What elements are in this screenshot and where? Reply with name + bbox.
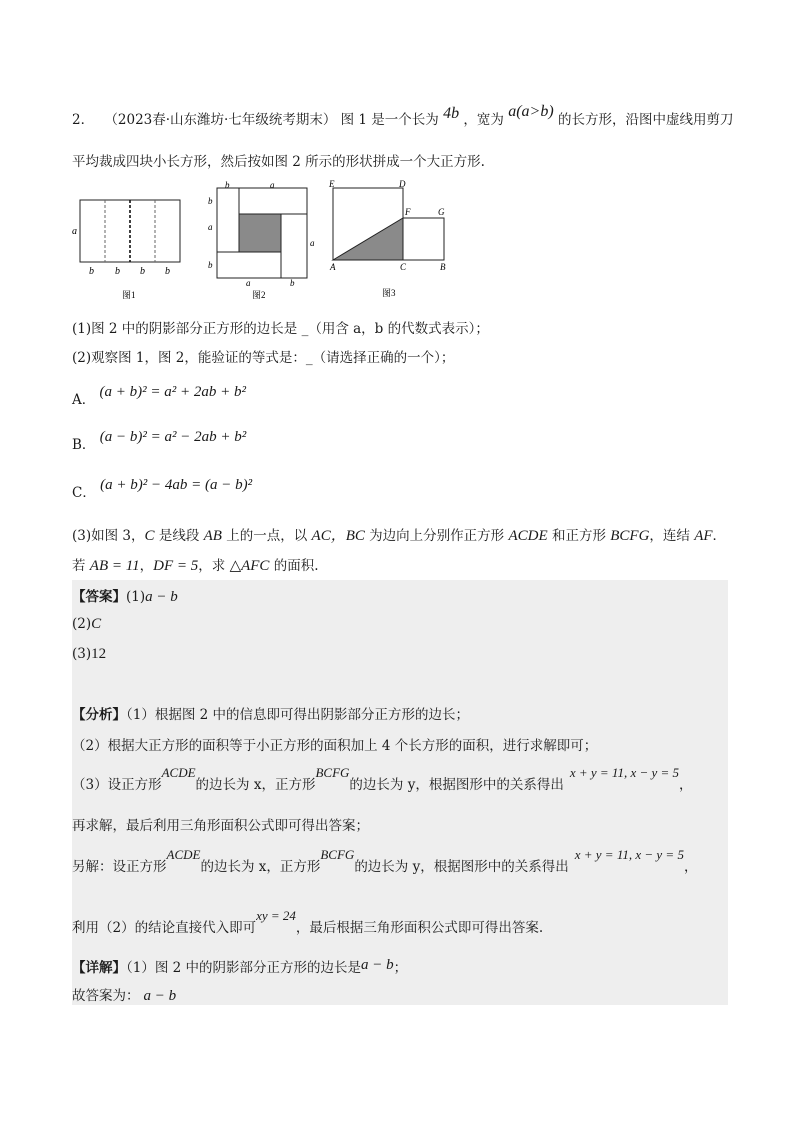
fig3-point-D: D bbox=[399, 179, 406, 189]
detail-text: ； bbox=[393, 960, 408, 976]
analysis-text: 利用（2）的结论直接代入即可 bbox=[72, 920, 257, 936]
fig2-caption: 图2 bbox=[252, 290, 266, 300]
answer-label: (2) bbox=[72, 616, 92, 632]
answer-2: C bbox=[91, 616, 102, 632]
fig2-label: a bbox=[270, 180, 275, 190]
analysis-text: ， bbox=[683, 859, 698, 875]
option-b-label: B． bbox=[72, 437, 96, 453]
answer-label: (1) bbox=[126, 589, 146, 605]
analysis-text: （1）根据图 2 中的信息即可得出阴影部分正方形的边长； bbox=[126, 707, 470, 723]
q3-condition: AB = 11 bbox=[89, 558, 140, 574]
analysis-text: ，最后根据三角形面积公式即可得出答案. bbox=[295, 920, 544, 936]
fig2-shaded-square bbox=[239, 214, 281, 252]
fig2-rect-left bbox=[217, 188, 239, 252]
problem-line-2: 平均裁成四块小长方形，然后按如图 2 所示的形状拼成一个大正方形. bbox=[72, 154, 485, 170]
question-2: (2)观察图 1，图 2，能验证的等式是：_（请选择正确的一个）； bbox=[72, 350, 455, 366]
analysis-text: 的边长为 y，根据图形中的关系得出 bbox=[354, 859, 569, 875]
answer-tag: 【答案】 bbox=[72, 589, 126, 605]
detail-tag: 【详解】 bbox=[72, 960, 126, 976]
answer-3: 12 bbox=[91, 646, 107, 662]
analysis-equation: xy = 24 bbox=[256, 908, 296, 923]
analysis-line-1 bbox=[72, 703, 469, 723]
q3-text: 是线段 bbox=[154, 528, 204, 544]
fig2-label: a bbox=[310, 238, 315, 248]
answer-line-1 bbox=[72, 585, 178, 606]
fig3-square-bcfg bbox=[403, 218, 444, 260]
q3-point: C bbox=[144, 528, 155, 544]
analysis-text: 的边长为 y，根据图形中的关系得出 bbox=[349, 777, 564, 793]
q3-segments: AC，BC bbox=[311, 528, 365, 544]
detail-expr: a − b bbox=[143, 988, 177, 1004]
problem-line-1 bbox=[72, 103, 734, 129]
analysis-line-3 bbox=[72, 765, 693, 793]
fig2-rect-top bbox=[239, 188, 307, 214]
answer-label: (3) bbox=[72, 646, 92, 662]
fig2-rect-right bbox=[281, 214, 307, 278]
q3-text: ，求 bbox=[198, 558, 230, 574]
figure-3 bbox=[325, 178, 455, 302]
q3-text: ． bbox=[712, 528, 727, 544]
analysis-line-2: （2）根据大正方形的面积等于小正方形的面积加上 4 个长方形的面积，进行求解即可； bbox=[72, 738, 598, 754]
analysis-equation: x + y = 11, x − y = 5 bbox=[574, 847, 684, 862]
length-expr: 4b bbox=[443, 105, 460, 122]
analysis-text: 另解：设正方形 bbox=[72, 859, 167, 875]
q3-text: ， bbox=[139, 558, 154, 574]
fig3-shaded-triangle bbox=[333, 218, 403, 260]
q3-text: (3)如图 3， bbox=[72, 528, 145, 544]
analysis-text: （3）设正方形 bbox=[72, 777, 162, 793]
q3-text: ，连结 bbox=[649, 528, 695, 544]
fig3-point-E: E bbox=[329, 179, 335, 189]
detail-text: 故答案为： bbox=[72, 988, 140, 1004]
fig3-point-B: B bbox=[440, 262, 446, 272]
q3-condition: DF = 5 bbox=[153, 558, 199, 574]
option-c-formula: (a + b)² − 4ab = (a − b)² bbox=[100, 477, 253, 493]
fig1-label-a: a bbox=[72, 226, 77, 237]
fig2-rect-bottom bbox=[217, 252, 281, 278]
analysis-line-6 bbox=[72, 908, 544, 936]
fig1-label-b: b bbox=[115, 266, 120, 277]
analysis-text: 的边长为 x，正方形 bbox=[195, 777, 316, 793]
detail-text: （1）图 2 中的阴影部分正方形的边长是 bbox=[126, 960, 362, 976]
q3-text: 的面积. bbox=[269, 558, 319, 574]
figure-2 bbox=[200, 180, 315, 302]
fig3-point-A: A bbox=[330, 262, 336, 272]
fig2-label: a bbox=[246, 278, 251, 288]
q3-segment: AB bbox=[203, 528, 222, 544]
analysis-square: BCFG bbox=[320, 847, 355, 862]
fig1-label-b: b bbox=[140, 266, 145, 277]
option-a-label: A． bbox=[72, 392, 96, 408]
problem-source: （2023春·山东潍坊·七年级统考期末） bbox=[104, 112, 337, 128]
answer-line-2 bbox=[72, 616, 101, 633]
fig1-label-b: b bbox=[165, 266, 170, 277]
q3-text: 和正方形 bbox=[547, 528, 611, 544]
option-a-formula: (a + b)² = a² + 2ab + b² bbox=[99, 384, 247, 400]
q3-text: 上的一点，以 bbox=[221, 528, 312, 544]
problem-text: 的长方形，沿图中虚线用剪刀 bbox=[557, 112, 734, 128]
fig3-caption: 图3 bbox=[382, 288, 396, 298]
option-b bbox=[72, 425, 247, 453]
analysis-equation: x + y = 11, x − y = 5 bbox=[569, 765, 680, 780]
q3-square: BCFG bbox=[610, 528, 650, 544]
analysis-square: ACDE bbox=[161, 765, 196, 780]
fig3-point-F: F bbox=[405, 207, 411, 217]
detail-line-1 bbox=[72, 956, 407, 977]
width-expr: a(a>b) bbox=[508, 103, 554, 120]
problem-number: 2． bbox=[72, 112, 95, 128]
fig2-label: a bbox=[208, 222, 213, 232]
fig3-point-C: C bbox=[400, 262, 407, 272]
fig1-caption: 图1 bbox=[122, 290, 136, 300]
fig2-label: b bbox=[290, 278, 295, 288]
analysis-text: ， bbox=[679, 777, 693, 793]
question-3-line-2 bbox=[72, 554, 319, 575]
analysis-line-4: 再求解，最后利用三角形面积公式即可得出答案； bbox=[72, 818, 369, 834]
fig2-label: b bbox=[208, 196, 213, 206]
option-b-formula: (a − b)² = a² − 2ab + b² bbox=[99, 429, 247, 445]
analysis-text: 的边长为 x，正方形 bbox=[200, 859, 321, 875]
q3-square: ACDE bbox=[508, 528, 548, 544]
detail-expr: a − b bbox=[361, 957, 394, 973]
option-c-label: C． bbox=[72, 485, 96, 501]
fig3-point-G: G bbox=[438, 207, 445, 217]
fig2-label: b bbox=[208, 260, 213, 270]
problem-text: 图 1 是一个长为 bbox=[340, 112, 439, 128]
analysis-tag: 【分析】 bbox=[72, 707, 126, 723]
analysis-line-5 bbox=[72, 847, 698, 875]
q3-segment: AF bbox=[694, 528, 713, 544]
q3-text: 若 bbox=[72, 558, 90, 574]
answer-line-3 bbox=[72, 646, 106, 663]
problem-text: ，宽为 bbox=[463, 112, 504, 128]
analysis-square: BCFG bbox=[315, 765, 350, 780]
q3-text: 为边向上分别作正方形 bbox=[364, 528, 509, 544]
figure-1 bbox=[70, 188, 185, 300]
detail-line-2 bbox=[72, 984, 176, 1005]
fig1-label-b: b bbox=[89, 266, 94, 277]
question-3-line-1 bbox=[72, 524, 726, 545]
fig2-label: b bbox=[225, 180, 230, 190]
option-c bbox=[72, 473, 253, 501]
analysis-square: ACDE bbox=[166, 847, 201, 862]
option-a bbox=[72, 380, 247, 408]
answer-1: a − b bbox=[145, 589, 178, 605]
q3-triangle: △AFC bbox=[229, 558, 270, 574]
question-1: (1)图 2 中的阴影部分正方形的边长是 _（用含 a，b 的代数式表示）； bbox=[72, 321, 489, 337]
